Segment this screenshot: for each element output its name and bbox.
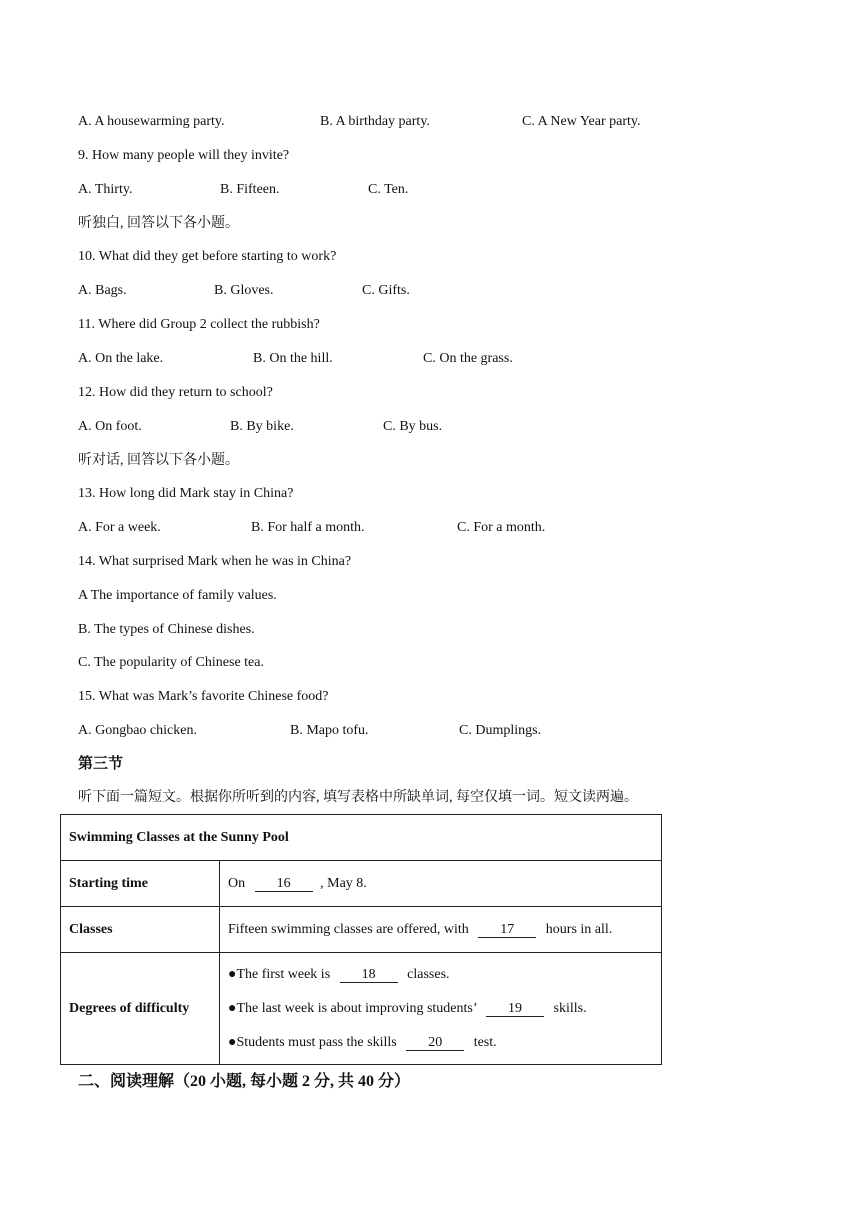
table-title: Swimming Classes at the Sunny Pool (61, 815, 662, 861)
row-content-degrees-of-difficulty (220, 953, 662, 1065)
q10-option-c: C. Gifts. (362, 283, 410, 298)
table-title-row (61, 815, 662, 861)
q14-option-a: A The importance of family values. (78, 588, 277, 603)
q9-option-b: B. Fifteen. (220, 182, 280, 197)
q13-option-c: C. For a month. (457, 520, 546, 535)
row-text: On (228, 875, 246, 891)
dialogue-instruction: 听对话, 回答以下各小题。 (78, 453, 239, 468)
q15-option-c: C. Dumplings. (459, 723, 542, 738)
q14-option-c: C. The popularity of Chinese tea. (78, 655, 264, 670)
bullet-text: ●The first week is (228, 966, 331, 982)
bullet-text: ●Students must pass the skills (228, 1034, 397, 1050)
row-label-starting-time: Starting time (61, 861, 220, 907)
table-row (61, 907, 662, 953)
q12-option-c: C. By bus. (383, 419, 443, 434)
q12-question: 12. How did they return to school? (78, 385, 273, 400)
row-text: , May 8. (320, 875, 367, 891)
section3-title: 第三节 (78, 756, 124, 772)
q12-option-a: A. On foot. (78, 419, 142, 434)
bullet-item (228, 958, 653, 992)
q9-option-c: C. Ten. (368, 182, 409, 197)
bullet-text: classes. (407, 966, 450, 982)
q11-question: 11. Where did Group 2 collect the rubbish? (78, 317, 320, 332)
blank-17[interactable]: 17 (478, 923, 536, 938)
q11-option-b: B. On the hill. (253, 351, 333, 366)
q12-option-b: B. By bike. (230, 419, 294, 434)
table-row (61, 861, 662, 907)
blank-18[interactable]: 18 (340, 968, 398, 983)
blank-19[interactable]: 19 (486, 1002, 544, 1017)
row-label-degrees-of-difficulty: Degrees of difficulty (61, 953, 220, 1065)
q13-option-b: B. For half a month. (251, 520, 365, 535)
blank-20[interactable]: 20 (406, 1036, 464, 1051)
q14-option-b: B. The types of Chinese dishes. (78, 622, 255, 637)
q14-question: 14. What surprised Mark when he was in China? (78, 554, 352, 569)
q10-option-a: A. Bags. (78, 283, 127, 298)
q13-option-a: A. For a week. (78, 520, 161, 535)
monologue-instruction: 听独白, 回答以下各小题。 (78, 216, 239, 231)
row-content-classes (220, 907, 662, 953)
bullet-text: test. (473, 1034, 497, 1050)
q15-question: 15. What was Mark’s favorite Chinese food? (78, 689, 329, 704)
q9-option-a: A. Thirty. (78, 182, 133, 197)
section3-instruction: 听下面一篇短文。根据你所听到的内容, 填写表格中所缺单词, 每空仅填一词。短文读两遍。 (78, 790, 638, 805)
q10-option-b: B. Gloves. (214, 283, 274, 298)
q8-option-a: A. A housewarming party. (78, 114, 225, 129)
blank-16[interactable]: 16 (255, 877, 313, 892)
q15-option-b: B. Mapo tofu. (290, 723, 369, 738)
q11-option-c: C. On the grass. (423, 351, 513, 366)
table-row (61, 953, 662, 1065)
part2-title: 二、阅读理解（20 小题, 每小题 2 分, 共 40 分） (78, 1073, 411, 1090)
q13-question: 13. How long did Mark stay in China? (78, 486, 294, 501)
q8-option-c: C. A New Year party. (522, 114, 641, 129)
bullet-item (228, 1026, 653, 1060)
bullet-text: skills. (553, 1000, 587, 1016)
row-label-classes: Classes (61, 907, 220, 953)
q10-question: 10. What did they get before starting to work? (78, 249, 337, 264)
bullet-item (228, 992, 653, 1026)
row-content-starting-time (220, 861, 662, 907)
swimming-classes-table (60, 814, 662, 1065)
bullet-text: ●The last week is about improving students’ (228, 1000, 477, 1016)
row-text: hours in all. (545, 921, 613, 937)
q15-option-a: A. Gongbao chicken. (78, 723, 197, 738)
q8-option-b: B. A birthday party. (320, 114, 430, 129)
row-text: Fifteen swimming classes are offered, with (228, 921, 469, 937)
q11-option-a: A. On the lake. (78, 351, 164, 366)
q9-question: 9. How many people will they invite? (78, 148, 290, 163)
